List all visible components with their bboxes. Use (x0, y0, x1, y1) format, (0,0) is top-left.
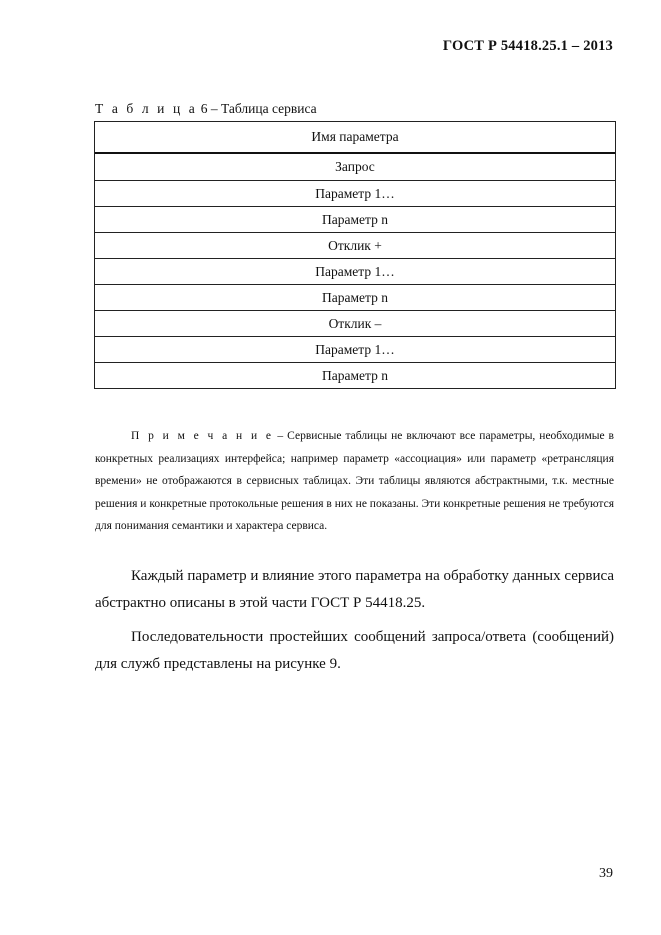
service-table (94, 121, 616, 389)
table-row: Параметр n (95, 206, 615, 232)
note-block (95, 425, 614, 538)
body-paragraph: Каждый параметр и влияние этого параметра на обработку данных сервиса абстрактно описаны в этой части ГОСТ Р 54418.25. (95, 568, 614, 611)
table-row: Параметр 1… (95, 336, 615, 362)
table-row: Параметр 1… (95, 180, 615, 206)
body-paragraph: Последовательности простейших сообщений запроса/ответа (сообщений) для служб представлены на рисунке 9. (95, 629, 614, 672)
table-row: Параметр n (95, 284, 615, 310)
table-caption-label: Т а б л и ц а (95, 101, 198, 116)
note-text: – Сервисные таблицы не включают все параметры, необходимые в конкретных реализациях интерфейса; например параметр «ассоциация» или параметр «ретрансляция времени» не отображаются в сервисных таблицах. Эти таблицы являются абстрактными, т.к. местные решения и конкретные протокольные решения в них не показаны. Эти конкретные решения не требуются для понимания семантики и характера сервиса. (95, 430, 614, 532)
table-caption (95, 101, 317, 117)
note-label: П р и м е ч а н и е (131, 430, 274, 442)
table-row: Параметр n (95, 362, 615, 388)
table-row-request: Запрос (335, 159, 375, 174)
table-header-row: Имя параметра (95, 122, 615, 154)
table-row: Параметр 1… (95, 258, 615, 284)
table-row-response-negative: Отклик – (95, 310, 615, 336)
table-caption-title: 6 – Таблица сервиса (197, 101, 317, 116)
page-number: 39 (599, 866, 613, 881)
table-row-response-positive: Отклик + (95, 232, 615, 258)
document-id-header: ГОСТ Р 54418.25.1 – 2013 (442, 38, 613, 54)
body-text (95, 563, 614, 685)
